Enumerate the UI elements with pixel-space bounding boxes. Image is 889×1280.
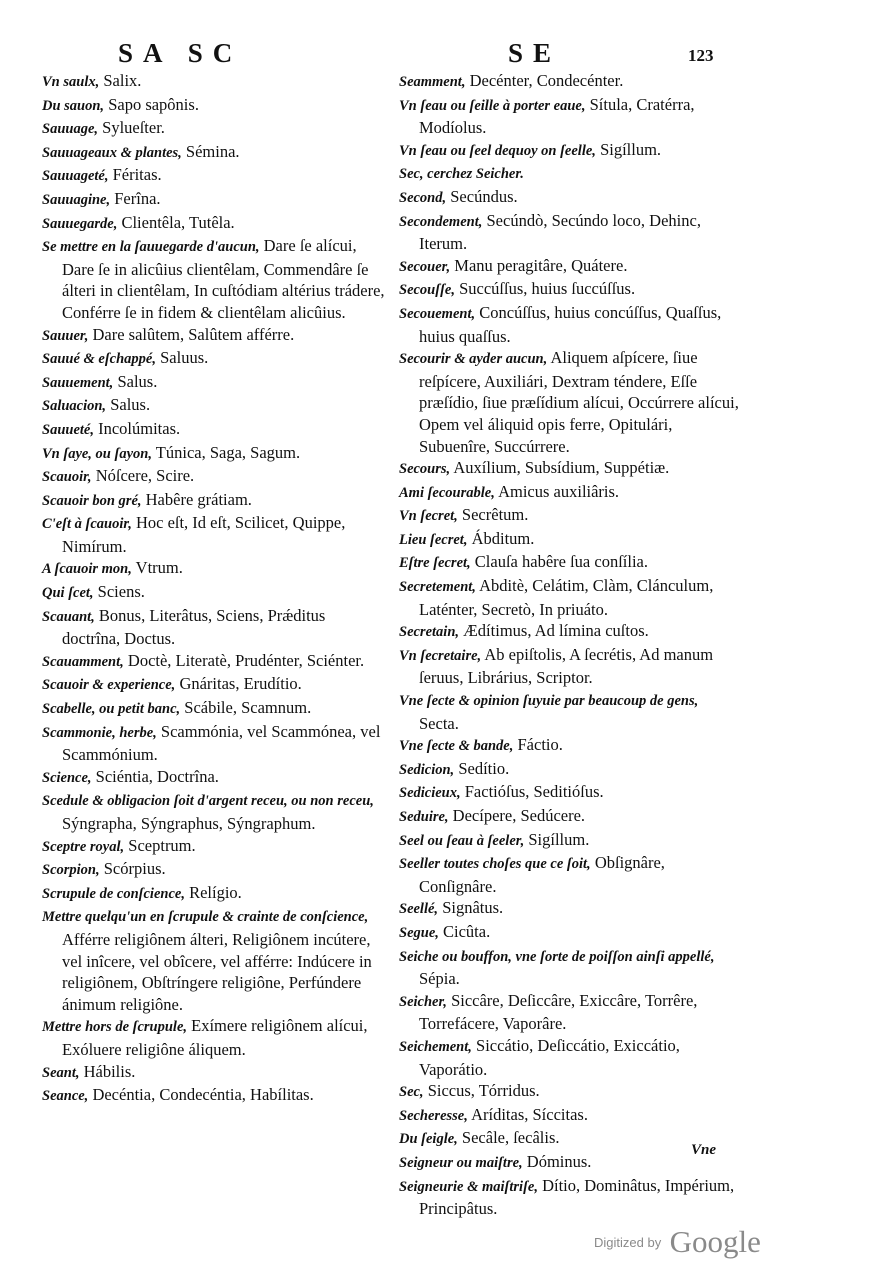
entry-headword: Scauoir bon gré, <box>42 492 142 509</box>
dictionary-entry <box>399 481 739 505</box>
entry-headword: Du ſeigle, <box>399 1131 458 1148</box>
entry-translation: Scábile, Scamnum. <box>184 698 312 718</box>
dictionary-entry <box>399 689 739 734</box>
entry-headword: Vne ſecte & opinion ſuyuie par beaucoup de gens, <box>399 693 699 710</box>
running-head-right: SE <box>508 38 562 68</box>
entry-headword: Lieu ſecret, <box>399 531 468 548</box>
entry-headword: Seellé, <box>399 901 439 918</box>
dictionary-entry <box>399 575 739 620</box>
entry-translation: Sciens. <box>97 582 145 602</box>
entry-translation: Secrêtum. <box>461 505 529 525</box>
entry-headword: Sauuegarde, <box>42 215 118 232</box>
entry-translation: Siccâre, Deſiccâre, Exiccâre, Torrêre, Torrefácere, Vaporâre. <box>419 990 698 1034</box>
digitized-by-label: Digitized by <box>594 1234 662 1250</box>
entry-translation: Sciéntia, Doctrîna. <box>95 766 219 786</box>
dictionary-entry <box>42 605 387 650</box>
entry-headword: Secours, <box>399 461 451 478</box>
dictionary-entry <box>42 465 387 489</box>
entry-translation: Hábilis. <box>83 1061 136 1081</box>
entry-translation: Decéntia, Condecéntia, Habílitas. <box>92 1085 314 1105</box>
entry-headword: Sceptre royal, <box>42 838 125 855</box>
dictionary-entry <box>42 1061 387 1085</box>
entry-headword: Du sauon, <box>42 97 105 114</box>
dictionary-entry <box>399 457 739 481</box>
dictionary-entry <box>399 945 739 990</box>
entry-headword: Vn ſaye, ou ſayon, <box>42 445 152 462</box>
dictionary-entry <box>399 302 739 347</box>
entry-translation: Ædítimus, Ad límina cuſtos. <box>463 621 649 641</box>
entry-translation: Auxílium, Subsídium, Suppétiæ. <box>453 458 670 478</box>
entry-headword: Vn ſeau ou ſeille à porter eaue, <box>399 97 586 114</box>
entry-translation: Amicus auxiliâris. <box>498 481 620 501</box>
entry-translation: Clientêla, Tutêla. <box>121 212 235 232</box>
entry-headword: Eſtre ſecret, <box>399 555 471 572</box>
entry-headword: Vn ſecret, <box>399 508 458 525</box>
dictionary-entry <box>399 620 739 644</box>
entry-headword: Vn saulx, <box>42 74 100 90</box>
entry-headword: Ami ſecourable, <box>399 484 495 501</box>
entry-translation: Aríditas, Síccitas. <box>471 1104 588 1124</box>
entry-translation: Túnica, Saga, Sagum. <box>155 442 301 462</box>
dictionary-entry <box>399 897 739 921</box>
entry-translation: Ab epiſtolis, A ſecrétis, Ad manum ſeruus, Librárius, Scriptor. <box>419 644 714 688</box>
dictionary-entry <box>42 442 387 466</box>
dictionary-entry <box>399 1035 739 1080</box>
entry-translation: Dóminus. <box>526 1151 592 1171</box>
entry-headword: Sauuageté, <box>42 168 109 185</box>
dictionary-entry <box>399 805 739 829</box>
dictionary-entry <box>42 117 387 141</box>
entry-headword: Seicher, <box>399 993 447 1010</box>
entry-headword: Sauué & eſchappé, <box>42 351 156 368</box>
entry-headword: Secouſſe, <box>399 282 455 299</box>
entry-headword: Scammonie, herbe, <box>42 724 157 741</box>
dictionary-entry <box>42 164 387 188</box>
entry-translation: Sigíllum. <box>600 139 662 159</box>
entry-translation: Succúſſus, huius ſuccúſſus. <box>459 279 636 299</box>
entry-headword: Seamment, <box>399 74 466 90</box>
entry-headword: Seance, <box>42 1088 89 1105</box>
dictionary-entry <box>399 551 739 575</box>
entry-translation: Aliquem aſpícere, ſiue reſpícere, Auxiliári, Dextram téndere, Eſſe præſídio, ſiue præſídium alícui, Occúrrere alícui, Opem vel áliquid opis ferre, Opitulári, Subuenîre, Succúrrere. <box>419 348 739 456</box>
entry-headword: Seeller toutes choſes que ce ſoit, <box>399 856 591 873</box>
entry-headword: Mettre quelqu'un en ſcrupule & crainte de conſcience, <box>42 909 369 926</box>
dictionary-entry <box>399 504 739 528</box>
entry-translation: Hoc eſt, Id eſt, Scilicet, Quippe, Nimírum. <box>62 513 346 556</box>
entry-headword: Sec, cerchez Seicher. <box>399 166 524 183</box>
dictionary-entry <box>42 235 387 323</box>
entry-headword: Seel ou ſeau à ſeeler, <box>399 832 525 849</box>
entry-translation: Ferîna. <box>114 188 161 208</box>
dictionary-entry <box>399 186 739 210</box>
entry-headword: Segue, <box>399 924 439 941</box>
dictionary-entry <box>399 1151 739 1175</box>
dictionary-entry <box>399 990 739 1035</box>
entry-headword: Scauoir, <box>42 469 92 486</box>
entry-headword: Scauant, <box>42 608 95 625</box>
entry-translation: Sapo sapônis. <box>108 94 199 114</box>
entry-headword: Sauuagine, <box>42 191 111 208</box>
dictionary-entry <box>42 581 387 605</box>
entry-headword: Seant, <box>42 1064 80 1081</box>
entry-translation: Secâle, ſecâlis. <box>461 1128 560 1148</box>
entry-headword: Secretain, <box>399 624 460 641</box>
dictionary-entry <box>399 829 739 853</box>
dictionary-entry <box>42 371 387 395</box>
entry-headword: Secondement, <box>399 213 483 230</box>
entry-headword: Sauuageaux & plantes, <box>42 144 182 161</box>
entry-headword: Secouer, <box>399 258 451 275</box>
dictionary-entry <box>399 162 739 186</box>
entry-translation: Doctè, Literatè, Prudénter, Sciénter. <box>127 650 365 670</box>
dictionary-entry <box>42 70 387 94</box>
entry-headword: Secheresse, <box>399 1107 468 1124</box>
entry-translation: Dare salûtem, Salûtem afférre. <box>92 324 295 344</box>
dictionary-entry <box>399 347 739 457</box>
entry-headword: C'eſt à ſcauoir, <box>42 516 132 533</box>
dictionary-entry <box>42 697 387 721</box>
dictionary-entry <box>399 70 739 94</box>
entry-headword: Sec, <box>399 1084 424 1101</box>
dictionary-entry <box>42 721 387 766</box>
entry-translation: Concúſſus, huius concúſſus, Quaſſus, huius quaſſus. <box>419 302 722 346</box>
entry-translation: Dare ſe alícui, Dare ſe in alicûius clientêlam, Commendâre ſe álteri in clientêlam, In cuſtódiam altérius trádere, Conférre ſe in fidem & clientêlam alicûius. <box>62 236 385 322</box>
entry-translation: Secta. <box>419 713 459 733</box>
running-head-left: SA SC <box>118 38 243 68</box>
dictionary-entry <box>399 1175 739 1220</box>
entry-headword: Secourir & ayder aucun, <box>399 351 548 368</box>
entry-headword: Mettre hors de ſcrupule, <box>42 1019 187 1036</box>
entry-translation: Obſignâre, Conſignâre. <box>419 853 665 896</box>
entry-translation: Sceptrum. <box>128 835 196 855</box>
dictionary-entry <box>399 644 739 689</box>
entry-translation: Decénter, Condecénter. <box>469 71 624 90</box>
entry-translation: Sítula, Cratérra, Modíolus. <box>419 94 695 138</box>
entry-headword: Sauueté, <box>42 421 94 438</box>
entry-headword: Sauuement, <box>42 374 114 391</box>
entry-headword: Sauuer, <box>42 327 89 344</box>
entry-translation: Relígio. <box>189 882 242 902</box>
entry-translation: Salus. <box>117 371 158 391</box>
entry-headword: Saluacion, <box>42 398 107 415</box>
entry-translation: Manu peragitâre, Quátere. <box>454 255 628 275</box>
entry-headword: Seigneur ou maiſtre, <box>399 1154 523 1171</box>
dictionary-entry <box>42 512 387 557</box>
entry-translation: Dítio, Dominâtus, Impérium, Principâtus. <box>419 1175 735 1219</box>
entry-translation: Sigíllum. <box>528 829 590 849</box>
entry-translation: Sylueſter. <box>102 118 165 138</box>
dictionary-entry <box>42 905 387 1015</box>
entry-translation: Scórpius. <box>103 859 166 879</box>
entry-headword: Second, <box>399 189 447 206</box>
dictionary-entry <box>399 528 739 552</box>
dictionary-entry <box>42 141 387 165</box>
entry-headword: Sedicieux, <box>399 785 461 802</box>
entry-translation: Vtrum. <box>135 558 183 578</box>
dictionary-entry <box>42 835 387 859</box>
dictionary-entry <box>42 212 387 236</box>
entry-headword: Seichement, <box>399 1038 472 1055</box>
entry-translation: Habêre grátiam. <box>145 489 252 509</box>
dictionary-entry <box>399 921 739 945</box>
dictionary-entry <box>399 734 739 758</box>
dictionary-entry <box>399 255 739 279</box>
digitized-by-watermark <box>594 1224 761 1260</box>
dictionary-entry <box>399 1080 739 1104</box>
entry-headword: Scauamment, <box>42 653 124 670</box>
entry-translation: Féritas. <box>112 165 162 185</box>
entry-headword: Secretement, <box>399 579 476 596</box>
dictionary-entry <box>42 1084 387 1108</box>
entry-translation: Incolúmitas. <box>98 418 181 438</box>
entry-translation: Ábditum. <box>471 528 535 548</box>
entry-headword: Secouement, <box>399 305 476 322</box>
entry-translation: Sedítio. <box>458 758 510 778</box>
entry-headword: Scabelle, ou petit banc, <box>42 701 181 718</box>
left-column <box>42 70 387 1108</box>
entry-translation: Afférre religiônem álteri, Religiônem incútere, vel inîcere, vel obîcere, vel afférre: Indúcere in religiônem, Obſtríngere religiône, Perfúndere ánimum religiône. <box>62 929 372 1014</box>
dictionary-entry <box>42 557 387 581</box>
dictionary-entry <box>42 347 387 371</box>
entry-headword: Seigneurie & maiſtriſe, <box>399 1178 538 1195</box>
dictionary-entry <box>399 139 739 163</box>
dictionary-entry <box>42 650 387 674</box>
catchword: Vne <box>691 1142 717 1158</box>
dictionary-entry <box>42 188 387 212</box>
entry-translation: Sýngrapha, Sýngraphus, Sýngraphum. <box>62 814 316 833</box>
entry-translation: Decípere, Sedúcere. <box>452 806 586 825</box>
entry-translation: Siccus, Tórridus. <box>427 1081 540 1101</box>
dictionary-entry <box>399 781 739 805</box>
dictionary-entry <box>399 758 739 782</box>
entry-translation: Secúndus. <box>450 186 518 206</box>
entry-headword: Seiche ou bouffon, vne ſorte de poiſſon ainſi appellé, <box>399 948 715 965</box>
entry-translation: Sémina. <box>185 141 240 161</box>
entry-translation: Abditè, Celátim, Clàm, Clánculum, Laténter, Secretò, In priuáto. <box>419 576 714 619</box>
entry-translation: Exímere religiônem alícui, Exóluere religiône áliquem. <box>62 1016 368 1059</box>
dictionary-entry <box>42 882 387 906</box>
entry-translation: Saluus. <box>160 348 209 368</box>
entry-translation: Signâtus. <box>442 898 504 918</box>
entry-headword: Seduire, <box>399 809 449 825</box>
dictionary-entry <box>399 94 739 139</box>
entry-headword: Vne ſecte & bande, <box>399 738 514 755</box>
entry-translation: Siccátio, Deſiccátio, Exiccátio, Vaporátio. <box>419 1035 680 1079</box>
dictionary-entry <box>399 210 739 255</box>
dictionary-entry <box>42 1015 387 1060</box>
entry-headword: Vn ſeau ou ſeel dequoy on ſeelle, <box>399 142 596 159</box>
dictionary-entry <box>399 278 739 302</box>
entry-translation: Clauſa habêre ſua conſília. <box>474 552 648 572</box>
dictionary-entry <box>42 324 387 348</box>
entry-translation: Nóſcere, Scire. <box>95 466 195 486</box>
entry-headword: Vn ſecretaire, <box>399 647 482 664</box>
entry-translation: Cicûta. <box>443 921 491 941</box>
dictionary-entry <box>399 1104 739 1128</box>
entry-headword: Se mettre en la ſauuegarde d'aucun, <box>42 239 260 256</box>
entry-headword: Scrupule de conſcience, <box>42 885 185 902</box>
dictionary-entry <box>42 858 387 882</box>
entry-translation: Scammónia, vel Scammónea, vel Scammónium. <box>62 721 381 765</box>
page-number: 123 <box>688 46 714 65</box>
entry-headword: A ſcauoir mon, <box>42 561 132 578</box>
right-column <box>399 70 739 1220</box>
entry-translation: Secúndò, Secúndo loco, Dehinc, Iterum. <box>419 210 701 254</box>
dictionary-entry <box>42 394 387 418</box>
entry-headword: Scedule & obligacion ſoit d'argent receu, ou non receu, <box>42 793 374 810</box>
dictionary-entry <box>42 489 387 513</box>
entry-translation: Factióſus, Seditióſus. <box>464 782 604 802</box>
entry-headword: Science, <box>42 769 92 786</box>
dictionary-entry <box>42 94 387 118</box>
entry-translation: Fáctio. <box>517 735 563 755</box>
dictionary-entry <box>42 418 387 442</box>
google-logo: Google <box>669 1224 761 1259</box>
entry-translation: Sépia. <box>419 969 460 989</box>
entry-headword: Sauuage, <box>42 121 99 138</box>
entry-headword: Sedicion, <box>399 761 455 778</box>
dictionary-entry <box>42 673 387 697</box>
dictionary-entry <box>399 1127 739 1151</box>
entry-headword: Qui ſcet, <box>42 585 94 602</box>
entry-translation: Bonus, Literâtus, Sciens, Prǽditus doctrîna, Doctus. <box>62 605 326 649</box>
dictionary-entry <box>42 766 387 790</box>
entry-translation: Salus. <box>110 395 151 415</box>
dictionary-entry <box>42 789 387 834</box>
entry-headword: Scorpion, <box>42 862 100 879</box>
dictionary-entry <box>399 852 739 897</box>
entry-translation: Salix. <box>103 71 142 90</box>
entry-translation: Gnáritas, Erudítio. <box>179 674 302 694</box>
entry-headword: Scauoir & experience, <box>42 677 176 694</box>
